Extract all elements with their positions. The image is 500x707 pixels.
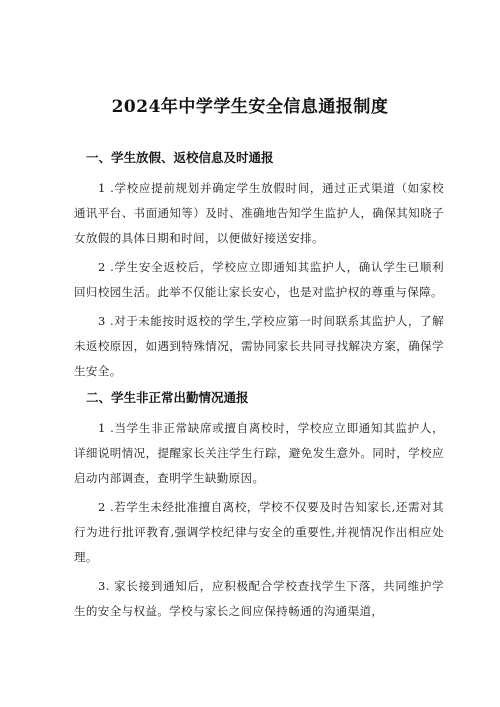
document-title: 2024年中学学生安全信息通报制度 bbox=[111, 97, 389, 117]
section-heading: 一、学生放假、返校信息及时通报 bbox=[86, 150, 274, 165]
paragraph: 1 .学校应提前规划并确定学生放假时间，通过正式渠道（如家校通讯平台、书面通知等）及时、准确地告知学生监护人，确保其知晓子女放假的具体日期和时间，以便做好接送安排。 bbox=[74, 181, 444, 245]
paragraph: 3 .对于未能按时返校的学生,学校应第一时间联系其监护人，了解未返校原因，如遇到特殊情况，需协同家长共同寻找解决方案，确保学生安全。 bbox=[74, 314, 444, 378]
document-body bbox=[74, 148, 444, 628]
paragraph: 2 .学生安全返校后，学校应立即通知其监护人，确认学生已顺利回归校园生活。此举不仅能让家长安心，也是对监护权的尊重与保障。 bbox=[74, 260, 444, 299]
paragraph: 2 .若学生未经批准擅自离校，学校不仅要及时告知家长,还需对其行为进行批评教育,强调学校纪律与安全的重要性,并视情况作出相应处理。 bbox=[74, 500, 444, 564]
section-holiday-return-notice bbox=[74, 148, 444, 384]
section-abnormal-attendance-notice bbox=[74, 388, 444, 624]
paragraph: 3. 家长接到通知后，应积极配合学校查找学生下落，共同维护学生的安全与权益。学校与家长之间应保持畅通的沟通渠道， bbox=[74, 579, 444, 618]
section-heading: 二、学生非正常出勤情况通报 bbox=[86, 390, 249, 405]
paragraph: 1 .当学生非正常缺席或擅自离校时，学校应立即通知其监护人，详细说明情况，提醒家长关注学生行踪，避免发生意外。同时，学校应启动内部调查，查明学生缺勤原因。 bbox=[74, 421, 444, 485]
